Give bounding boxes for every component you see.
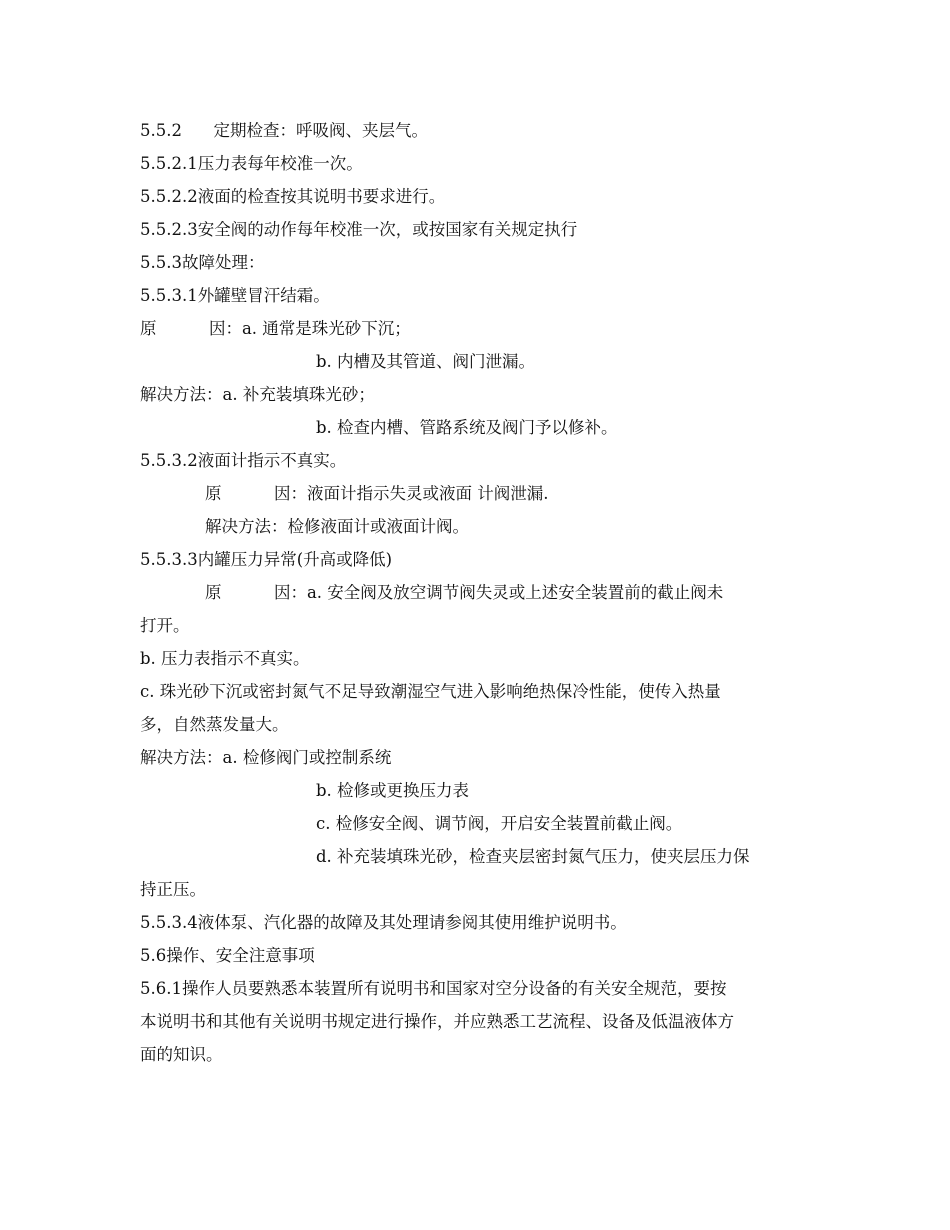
solution-line: 解决方法：a. 补充装填珠光砂； (140, 385, 375, 404)
solution-line: 解决方法：检修液面计或液面计阀。 (205, 517, 469, 536)
line-5-5-2: 5.5.2 定期检查：呼吸阀、夹层气。 (140, 121, 428, 140)
line-5-5-2-3: 5.5.2.3安全阀的动作每年校准一次，或按国家有关规定执行 (140, 220, 578, 239)
cause-line: 原 因：a. 通常是珠光砂下沉； (140, 319, 411, 338)
cause-continuation: 多，自然蒸发量大。 (140, 715, 289, 734)
cause-item: b. 内槽及其管道、阀门泄漏。 (316, 352, 536, 371)
line-5-5-3-3: 5.5.3.3内罐压力异常(升高或降低) (140, 550, 393, 569)
solution-item: b. 检查内槽、管路系统及阀门予以修补。 (316, 418, 618, 437)
line-5-5-2-1: 5.5.2.1压力表每年校准一次。 (140, 154, 363, 173)
line-5-5-2-2: 5.5.2.2液面的检查按其说明书要求进行。 (140, 187, 446, 206)
line-5-6-1-continuation: 本说明书和其他有关说明书规定进行操作，并应熟悉工艺流程、设备及低温液体方 (140, 1012, 734, 1031)
cause-line: 原 因：液面计指示失灵或液面 计阀泄漏. (205, 484, 549, 503)
cause-item: b. 压力表指示不真实。 (140, 649, 310, 668)
line-5-6-1: 5.6.1操作人员要熟悉本装置所有说明书和国家对空分设备的有关安全规范，要按 (140, 979, 727, 998)
cause-item: c. 珠光砂下沉或密封氮气不足导致潮湿空气进入影响绝热保冷性能，使传入热量 (140, 682, 721, 701)
line-5-5-3-1: 5.5.3.1外罐壁冒汗结霜。 (140, 286, 330, 305)
solution-line: 解决方法：a. 检修阀门或控制系统 (140, 748, 392, 767)
line-5-5-3-4: 5.5.3.4液体泵、汽化器的故障及其处理请参阅其使用维护说明书。 (140, 913, 627, 932)
cause-continuation: 打开。 (140, 616, 190, 635)
solution-item: c. 检修安全阀、调节阀，开启安全装置前截止阀。 (316, 814, 683, 833)
line-5-5-3-2: 5.5.3.2液面计指示不真实。 (140, 451, 347, 470)
cause-line: 原 因：a. 安全阀及放空调节阀失灵或上述安全装置前的截止阀未 (205, 583, 724, 602)
line-5-6-1-continuation: 面的知识。 (140, 1045, 223, 1064)
solution-continuation: 持正压。 (140, 880, 206, 899)
solution-item: d. 补充装填珠光砂，检查夹层密封氮气压力，使夹层压力保 (316, 847, 750, 866)
line-5-5-3: 5.5.3故障处理： (140, 253, 265, 272)
solution-item: b. 检修或更换压力表 (316, 781, 470, 800)
line-5-6-heading: 5.6操作、安全注意事项 (140, 946, 315, 965)
